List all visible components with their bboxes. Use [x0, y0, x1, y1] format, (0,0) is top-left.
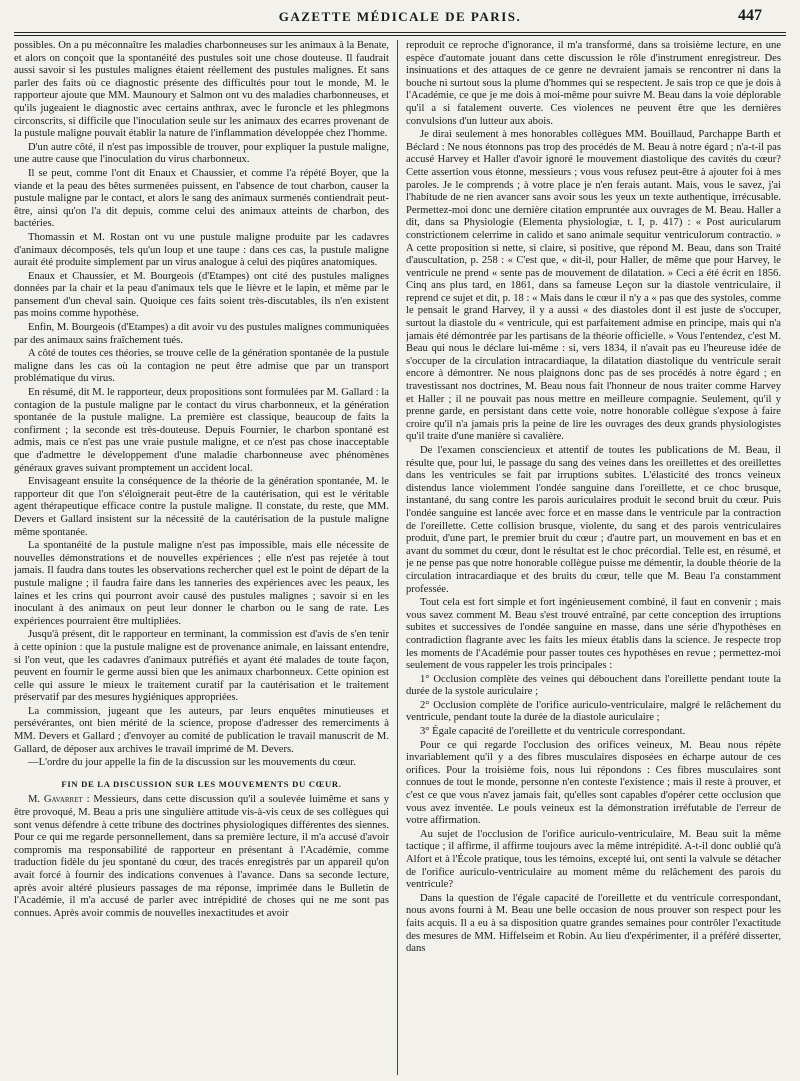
paragraph: La spontanéité de la pustule maligne n'est pas impossible, mais elle nécessite de nouvelles démonstrations et de nouvelles expériences ; elle n'est pas rejetée à tout jamais. Il faudra dans toutes les observations rechercher quel est le point de départ de la pustule maligne ; il faudra faire dans les tanneries des expériences avec les peaux, les laines et les crins qui pourront avoir causé des pustules malignes ; savoir si en les inoculant à des animaux on peut leur donner le charbon ou le sang de rate. Les expériences pourraient être multipliées. — [14, 540, 389, 627]
header-rule-thin — [14, 35, 786, 36]
paragraph: Il se peut, comme l'ont dit Enaux et Chaussier, et comme l'a répété Boyer, que la viande et la peau des bêtes surmenées puissent, en l'absence de tout charbon, causer la pustule maligne par le contact, et alors le sang des animaux surmenés contiendrait peut-être, ainsi qu'on l'a dit depuis, comme celui des animaux atteints de charbon, des bactéries. — [14, 167, 389, 230]
paragraph: Jusqu'à présent, dit le rapporteur en terminant, la commission est d'avis de s'en tenir à cette opinion : que la pustule maligne est de provenance animale, en laissant entendre, si l'on veut, que les cadavres d'animaux putréfiés et ayant été malades de toute façon, peuvent en fournir le germe aussi bien que les animaux charbonneux. Cette opinion est celle qui assure le mieux le traitement curatif par la cautérisation et le traitement préservatif par des mesures hygiéniques appropriées. — [14, 629, 389, 704]
paragraph: En résumé, dit M. le rapporteur, deux propositions sont formulées par M. Gallard : la contagion de la pustule maligne par le contact du virus charbonneux, et la génération spontanée de la pustule maligne. La première est classique, beaucoup de faits la confirment ; la seconde est très-douteuse. Depuis Fournier, le charbon spontané est admis, mais ce n'est pas une vraie pustule maligne, et ce n'est pas chose inacceptable que d'admettre le développement d'une maladie charbonneuse avec phénomènes généraux graves suivant promptement un accident local. — [14, 387, 389, 474]
section-title: FIN DE LA DISCUSSION SUR LES MOUVEMENTS DU CŒUR. — [61, 778, 342, 789]
speech-text: : Messieurs, dans cette discussion qu'il a soulevée luimême et sans y être provoqué, M. Beau a pris une singulière attitude vis-à-vis ceux de ses collègues qui sont venus défendre à cette tribune des doctrines physiologiques différentes des siennes. Pour ce qui me regarde personnellement, dans sa première lecture, il m'a accusé d'avoir compromis ma responsabilité de rapporteur en présentant à l'Académie, comme traduction fidèle du jeu spontané du cœur, des tracés enregistrés par un appareil qu'on avait forcé à fournir des indications convenues à l'avance. Dans sa seconde lecture, après avoir altéré plusieurs passages de ma réponse, imprimée dans le Bulletin de l'Académie, il m'a accusé de parler avec intrépidité de choses qui ne me sont pas connues. Après avoir commis de nouvelles inexactitudes et avoir — [14, 794, 389, 919]
column-divider — [397, 40, 398, 1075]
running-title: GAZETTE MÉDICALE DE PARIS. — [278, 9, 522, 24]
paragraph: A côté de toutes ces théories, se trouve celle de la génération spontanée de la pustule maligne dans les cas où la contagion ne peut être admise que par un transport problématique du virus. — [14, 348, 389, 385]
paragraph: Tout cela est fort simple et fort ingénieusement combiné, il faut en convenir ; mais vous savez comment M. Beau s'est trouvé entraîné, par cette conception des irruptions subites et successives de l'ondée sanguine en masse, dans une série d'hypothèses en contradiction flagrante avec les faits les mieux établis dans la science. Je respecte trop les moments de l'Académie pour passer toutes ces hypothèses en revue ; permettez-moi seulement de vous rappeler les trois principales : — [406, 597, 781, 672]
paragraph: Enaux et Chaussier, et M. Bourgeois (d'Etampes) ont cité des pustules malignes données par la chair et la peau d'animaux tels que le lièvre et le lapin, et même par le pansement d'un cheval sain. Quoique ces faits soient très-discutables, ils n'en existent pas moins comme hypothèse. — [14, 270, 389, 320]
paragraph: Enfin, M. Bourgeois (d'Etampes) a dit avoir vu des pustules malignes communiquées par des animaux sains fraîchement tués. — [14, 322, 389, 346]
paragraph: —L'ordre du jour appelle la fin de la discussion sur les mouvements du cœur. — [28, 757, 356, 769]
speaker-name: M. Gavarret — [28, 794, 83, 806]
list-item: 2° Occlusion complète de l'orifice auriculo-ventriculaire, malgré le relâchement du ventricule, pendant toute la durée de la diastole auriculaire ; — [406, 699, 781, 724]
paragraph: Thomassin et M. Rostan ont vu une pustule maligne produite par les cadavres d'animaux décomposés, tels qu'un loup et une taupe : dans ces cas, la pustule maligne aurait été produite simplement par un virus analogue à celui des piqûres anatomiques. — [14, 231, 389, 269]
paragraph: De l'examen consciencieux et attentif de toutes les publications de M. Beau, il résulte que, pour lui, le passage du sang des veines dans les oreillettes et des oreillettes dans les ventricules se fait par irruptions subites. L'élasticité des troncs veineux distendus lance violemment l'ondée sanguine dans l'oreillette, et ce choc brusque, instantané, du sang contre les parois auriculaires produit le second bruit du cœur. Puis l'ondée sanguine est lancée avec force et en masse dans le ventricule par la contraction de l'oreillette. Cette collision brusque, violente, du sang et des parois ventriculaires produit, d'une part, le premier bruit du cœur ; d'autre part, un mouvement en bas et en avant du sommet du cœur, dont le résultat est le choc précordial. Telle est, en résumé, et je ne pense pas que notre honorable collègue puisse me démentir, la double théorie de la circulation intracardiaque et des bruits du cœur, telle que M. Beau l'a constamment professée. — [406, 445, 781, 595]
paragraph: Envisageant ensuite la conséquence de la théorie de la génération spontanée, M. le rapporteur dit que l'on s'éloignerait peut-être de la cautérisation, qui est le véritable agent thérapeutique efficace contre la pustule maligne. Il constate, du reste, que MM. Devers et Gallard insistent sur la nécessité de la cautérisation de la pustule maligne même spontanée. — [14, 476, 389, 538]
header-rule — [14, 32, 786, 33]
left-column — [14, 40, 389, 1076]
list-item: 3° Égale capacité de l'oreillette et du ventricule correspondant. — [420, 726, 686, 738]
page-header — [0, 6, 800, 32]
right-column — [406, 40, 781, 1076]
paragraph: possibles. On a pu méconnaître les maladies charbonneuses sur les animaux à la Benate, et alors on conçoit que la spontanéité des pustules soit une chose douteuse. Il faudrait aussi savoir si les pustules malignes étaient réellement des pustules malignes. Et sans parler des faits où ce diagnostic présente des difficultés pour tout le monde, M. le rapporteur ajoute que MM. Maunoury et Salmon ont vu des maladies charbonneuses, et qu'ils jugeaient le diagnostic avec certains anthrax, avec le furoncle et les phlegmons circonscrits, si difficile que l'inoculation seule sur les animaux des ecarres provenant de la pustule maligne pouvait établir la nature de l'inflammation développée chez l'homme. — [14, 40, 389, 140]
paragraph: La commission, jugeant que les auteurs, par leurs enquêtes minutieuses et persévérantes, ont bien mérité de la science, propose d'adresser des remerciments à MM. Devers et Gallard ; d'envoyer au comité de publication le travail manuscrit de M. Gallard, de déposer aux archives le travail imprimé de M. Devers. — [14, 705, 389, 755]
paragraph: Dans la question de l'égale capacité de l'oreillette et du ventricule correspondant, nous avons fourni à M. Beau une belle occasion de nous prouver son respect pour les faits acquis. Il a eu à sa disposition quatre grandes semaines pour contrôler l'exactitude des mesures de MM. Hiffelseim et Robin. Au lieu d'expérimenter, il a préféré disserter, dans — [406, 892, 781, 955]
paragraph: Pour ce qui regarde l'occlusion des orifices veineux, M. Beau nous répète invariablement qu'il y a des fibres musculaires disposées en écharpe autour de ces orifices. Pour la troisième fois, nous lui répondons : Ces fibres musculaires sont connues de tout le monde, personne n'en conteste l'existence ; mais il reste à prouver, et c'est ce que vous n'avez jamais fait, qu'elles sont capables d'opérer cette occlusion que vous avez inventée. Le pouls veineux est la démonstration irréfutable de l'erreur de votre affirmation. — [406, 739, 781, 827]
paragraph: Je dirai seulement à mes honorables collègues MM. Bouillaud, Parchappe Barth et Béclard : Ne nous étonnons pas trop des procédés de M. Beau à notre égard ; n'a-t-il pas accusé Harvey et Haller d'avoir ignoré le mouvement diastolique des cavités du cœur? Cette assertion vous étonne, messieurs ; vous vous refusez peut-être à ajouter foi à mes paroles. Je le comprends ; à votre place je n'en ferais autant. Mais, vous le savez, j'ai l'habitude de ne rien avancer sans avoir sous les yeux un texte authentique, irrécusable. Permettez-moi donc une dernière citation empruntée aux ouvrages de M. Beau. Haller a dit, dans sa Physiologie (Elementa physiologiæ, t. I, p. 417) : « Post auricularum constrictionem celerrime in calido et sano animale sequitur ventriculorum contractio. » A cette proposition si nette, si claire, si positive, que répond M. Beau, dans son Traité d'auscultation, p. 258 : « C'est que, « dit-il, pour Haller, de même que pour Harvey, le ventricule ne prend « sente pas de mouvement de dilatation. » Ceci a été écrit en 1856. Cinq ans plus tard, en 1861, dans sa fameuse Leçon sur la diastole ventriculaire, il reprend ce sujet et dit, p. 18 : « Mais dans le cœur il n'y a « pas que des systoles, comme le pensait le grand Harvey, il y a aussi « des diastoles dont il est juste de s'occuper, surtout la diastole du « ventricule, qui est parfaitement admise en principe, mais qui n'a jamais été démontrée par les partisans de la théorie officielle. » Vous l'entendez, c'est M. Beau qui nous le déclare lui-même : si, vers 1834, il n'avait pas eu l'heureuse idée de s'occuper de la circulation intracardiaque, la dilatation diastolique du ventricule serait encore à démontrer. Ne nous plaignons donc pas de ses procédés à notre égard ; en travestissant nos doctrines, M. Beau nous fait l'honneur de nous traiter comme Harvey et Haller ; il ne pouvait pas nous mettre en meilleure compagnie. Seulement, qu'il y prenne garde, en persistant dans cette voie, notre honorable collègue s'expose à faire croire qu'il n'a jamais pris la peine de lire les ouvrages des deux grands physiologistes qu'il traite d'une manière si cavalière. — [406, 129, 781, 443]
paragraph: reproduit ce reproche d'ignorance, il m'a transformé, dans sa troisième lecture, en une espèce d'automate jouant dans cette discussion le rôle d'instrument enregistreur. Des insinuations et des attaques de ce genre ne devraient jamais se rencontrer ni dans la bouche ni surtout sous la plume d'hommes qui se respectent. Je sais trop ce que je dois à l'Académie, ce que je me dois à moi-même pour suivre M. Beau dans la voie déplorable qu'il a si fatalement ouverte. Ces violences ne peuvent être que les dernières convulsions d'un lutteur aux abois. — [406, 40, 781, 127]
list-item: 1° Occlusion complète des veines qui débouchent dans l'oreillette pendant toute la durée de la systole auriculaire ; — [406, 673, 781, 698]
page-number: 447 — [738, 7, 762, 24]
paragraph: Au sujet de l'occlusion de l'orifice auriculo-ventriculaire, M. Beau suit la même tactique ; il affirme, il affirme toujours avec la même intrépidité. A-t-il donc oublié qu'à Alfort et à l'École pratique, tous les témoins, excepté lui, ont senti la valvule se détacher de l'orifice auriculo-ventriculaire au moment même du relâchement des parois du ventricule? — [406, 828, 781, 891]
paragraph: D'un autre côté, il n'est pas impossible de trouver, pour expliquer la pustule maligne, une autre cause que l'inoculation du virus charbonneux. — [14, 141, 389, 166]
speech-paragraph — [14, 794, 389, 920]
